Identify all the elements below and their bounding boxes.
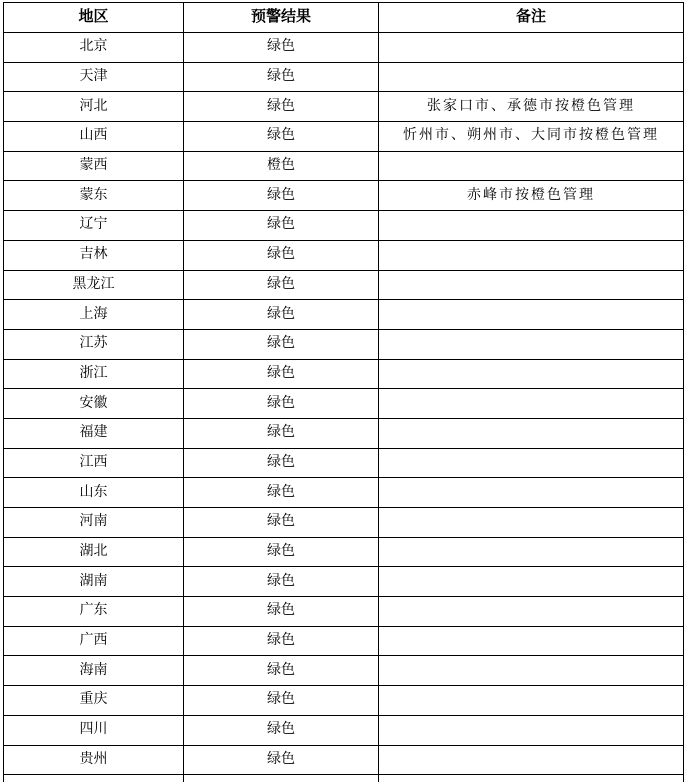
result-cell: 绿色: [184, 300, 379, 330]
table-row: [4, 359, 684, 389]
region-cell: 重庆: [4, 686, 184, 716]
result-cell: 绿色: [184, 329, 379, 359]
remark-cell: [379, 33, 684, 63]
table-row: [4, 478, 684, 508]
result-cell: 绿色: [184, 211, 379, 241]
remark-cell: [379, 211, 684, 241]
region-cell: 广西: [4, 626, 184, 656]
region-cell: 吉林: [4, 240, 184, 270]
remark-cell: 张家口市、承德市按橙色管理: [379, 92, 684, 122]
header-row: [4, 3, 684, 33]
remark-cell: [379, 537, 684, 567]
region-cell: 蒙东: [4, 181, 184, 211]
table-row: [4, 448, 684, 478]
remark-cell: [379, 508, 684, 538]
remark-cell: [379, 300, 684, 330]
remark-cell: 赤峰市按橙色管理: [379, 181, 684, 211]
remark-cell: [379, 656, 684, 686]
table-header: [4, 3, 684, 33]
region-cell: 北京: [4, 33, 184, 63]
region-cell: 广东: [4, 597, 184, 627]
region-cell: 山西: [4, 122, 184, 152]
region-cell: 河北: [4, 92, 184, 122]
remark-cell: [379, 626, 684, 656]
remark-cell: 忻州市、朔州市、大同市按橙色管理: [379, 122, 684, 152]
result-cell: 绿色: [184, 626, 379, 656]
table-row: [4, 389, 684, 419]
table-row: [4, 211, 684, 241]
result-cell: 绿色: [184, 270, 379, 300]
remark-cell: [379, 567, 684, 597]
remark-cell: [379, 270, 684, 300]
region-cell: 湖南: [4, 567, 184, 597]
result-cell: 绿色: [184, 745, 379, 775]
remark-cell: [379, 62, 684, 92]
table-row: [4, 686, 684, 716]
table-row: [4, 300, 684, 330]
region-cell: 海南: [4, 656, 184, 686]
region-cell: 辽宁: [4, 211, 184, 241]
result-cell: 绿色: [184, 567, 379, 597]
table-footer-clip: [4, 775, 684, 782]
table-row: [4, 33, 684, 63]
result-cell: 绿色: [184, 181, 379, 211]
table-row: [4, 92, 684, 122]
table-row: [4, 567, 684, 597]
remark-cell: [379, 745, 684, 775]
result-cell: 绿色: [184, 359, 379, 389]
remark-cell: [379, 775, 684, 782]
region-cell: 天津: [4, 62, 184, 92]
remark-cell: [379, 359, 684, 389]
remark-cell: [379, 686, 684, 716]
partial-row: [4, 775, 684, 782]
table-row: [4, 181, 684, 211]
table-row: [4, 122, 684, 152]
remark-cell: [379, 240, 684, 270]
result-cell: 绿色: [184, 656, 379, 686]
remark-cell: [379, 478, 684, 508]
table-row: [4, 270, 684, 300]
result-cell: 绿色: [184, 508, 379, 538]
region-cell: 上海: [4, 300, 184, 330]
result-cell: 绿色: [184, 62, 379, 92]
result-cell: 绿色: [184, 597, 379, 627]
region-cell: [4, 775, 184, 782]
result-cell: 绿色: [184, 686, 379, 716]
result-cell: 绿色: [184, 389, 379, 419]
result-cell: 绿色: [184, 715, 379, 745]
remark-cell: [379, 715, 684, 745]
result-cell: [184, 775, 379, 782]
region-cell: 四川: [4, 715, 184, 745]
header-region: 地区: [4, 3, 184, 33]
result-cell: 绿色: [184, 92, 379, 122]
region-cell: 山东: [4, 478, 184, 508]
table-row: [4, 626, 684, 656]
remark-cell: [379, 389, 684, 419]
table-row: [4, 745, 684, 775]
table-row: [4, 715, 684, 745]
table-row: [4, 656, 684, 686]
region-cell: 安徽: [4, 389, 184, 419]
header-result: 预警结果: [184, 3, 379, 33]
remark-cell: [379, 329, 684, 359]
region-cell: 江西: [4, 448, 184, 478]
result-cell: 绿色: [184, 122, 379, 152]
remark-cell: [379, 151, 684, 181]
table-row: [4, 508, 684, 538]
region-cell: 河南: [4, 508, 184, 538]
header-remark: 备注: [379, 3, 684, 33]
warning-table: [3, 2, 684, 782]
result-cell: 绿色: [184, 240, 379, 270]
region-cell: 江苏: [4, 329, 184, 359]
table-row: [4, 537, 684, 567]
remark-cell: [379, 448, 684, 478]
table-row: [4, 240, 684, 270]
result-cell: 绿色: [184, 537, 379, 567]
remark-cell: [379, 418, 684, 448]
result-cell: 绿色: [184, 448, 379, 478]
result-cell: 绿色: [184, 418, 379, 448]
region-cell: 黑龙江: [4, 270, 184, 300]
result-cell: 绿色: [184, 33, 379, 63]
region-cell: 浙江: [4, 359, 184, 389]
region-cell: 蒙西: [4, 151, 184, 181]
region-cell: 福建: [4, 418, 184, 448]
region-cell: 湖北: [4, 537, 184, 567]
result-cell: 橙色: [184, 151, 379, 181]
table-body: [4, 33, 684, 775]
result-cell: 绿色: [184, 478, 379, 508]
table-row: [4, 329, 684, 359]
region-cell: 贵州: [4, 745, 184, 775]
table-row: [4, 597, 684, 627]
remark-cell: [379, 597, 684, 627]
table-row: [4, 151, 684, 181]
table-row: [4, 418, 684, 448]
table-row: [4, 62, 684, 92]
